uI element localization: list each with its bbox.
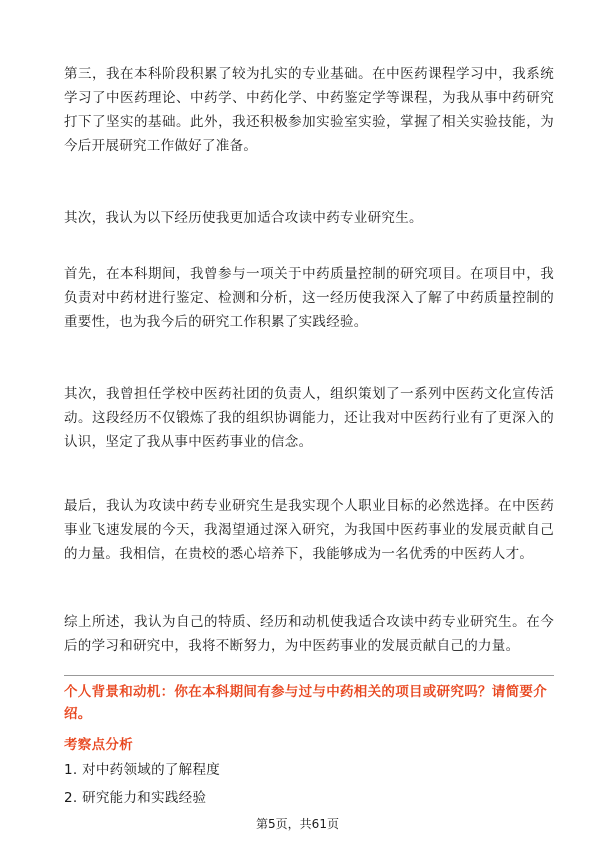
section-divider (64, 675, 554, 676)
interview-question: 个人背景和动机：你在本科期间有参与过与中药相关的项目或研究吗？请简要介绍。 (64, 684, 547, 722)
analysis-heading: 考察点分析 (64, 737, 133, 753)
paragraph-experience-intro: 其次，我认为以下经历使我更加适合攻读中药专业研究生。 (64, 210, 423, 226)
paragraph-conclusion: 综上所述，我认为自己的特质、经历和动机使我适合攻读中药专业研究生。在今后的学习和研究中，我将不断努力，为中医药事业的发展贡献自己的力量。 (64, 614, 554, 654)
paragraph-professional-foundation: 第三，我在本科阶段积累了较为扎实的专业基础。在中医药课程学习中，我系统学习了中医药理论、中药学、中药化学、中药鉴定学等课程，为我从事中药研究打下了坚实的基础。此外，我还积极参加实验室实验，掌握了相关实验技能，为今后开展研究工作做好了准备。 (64, 66, 554, 154)
page-number-footer: 第5页，共61页 (256, 817, 339, 831)
paragraph-club-leadership: 其次，我曾担任学校中医药社团的负责人，组织策划了一系列中医药文化宣传活动。这段经历不仅锻炼了我的组织协调能力，还让我对中医药行业有了更深入的认识，坚定了我从事中医药事业的信念。 (64, 386, 554, 450)
analysis-item: 2. 研究能力和实践经验 (64, 790, 207, 806)
paragraph-research-project: 首先，在本科期间，我曾参与一项关于中药质量控制的研究项目。在项目中，我负责对中药材进行鉴定、检测和分析，这一经历使我深入了解了中药质量控制的重要性，也为我今后的研究工作积累了实践经验。 (64, 266, 554, 330)
paragraph-career-goal: 最后，我认为攻读中药专业研究生是我实现个人职业目标的必然选择。在中医药事业飞速发展的今天，我渴望通过深入研究，为我国中医药事业的发展贡献自己的力量。我相信，在贵校的悉心培养下，我能够成为一名优秀的中医药人才。 (64, 498, 554, 562)
analysis-item: 1. 对中药领域的了解程度 (64, 762, 221, 778)
analysis-list (64, 760, 220, 816)
